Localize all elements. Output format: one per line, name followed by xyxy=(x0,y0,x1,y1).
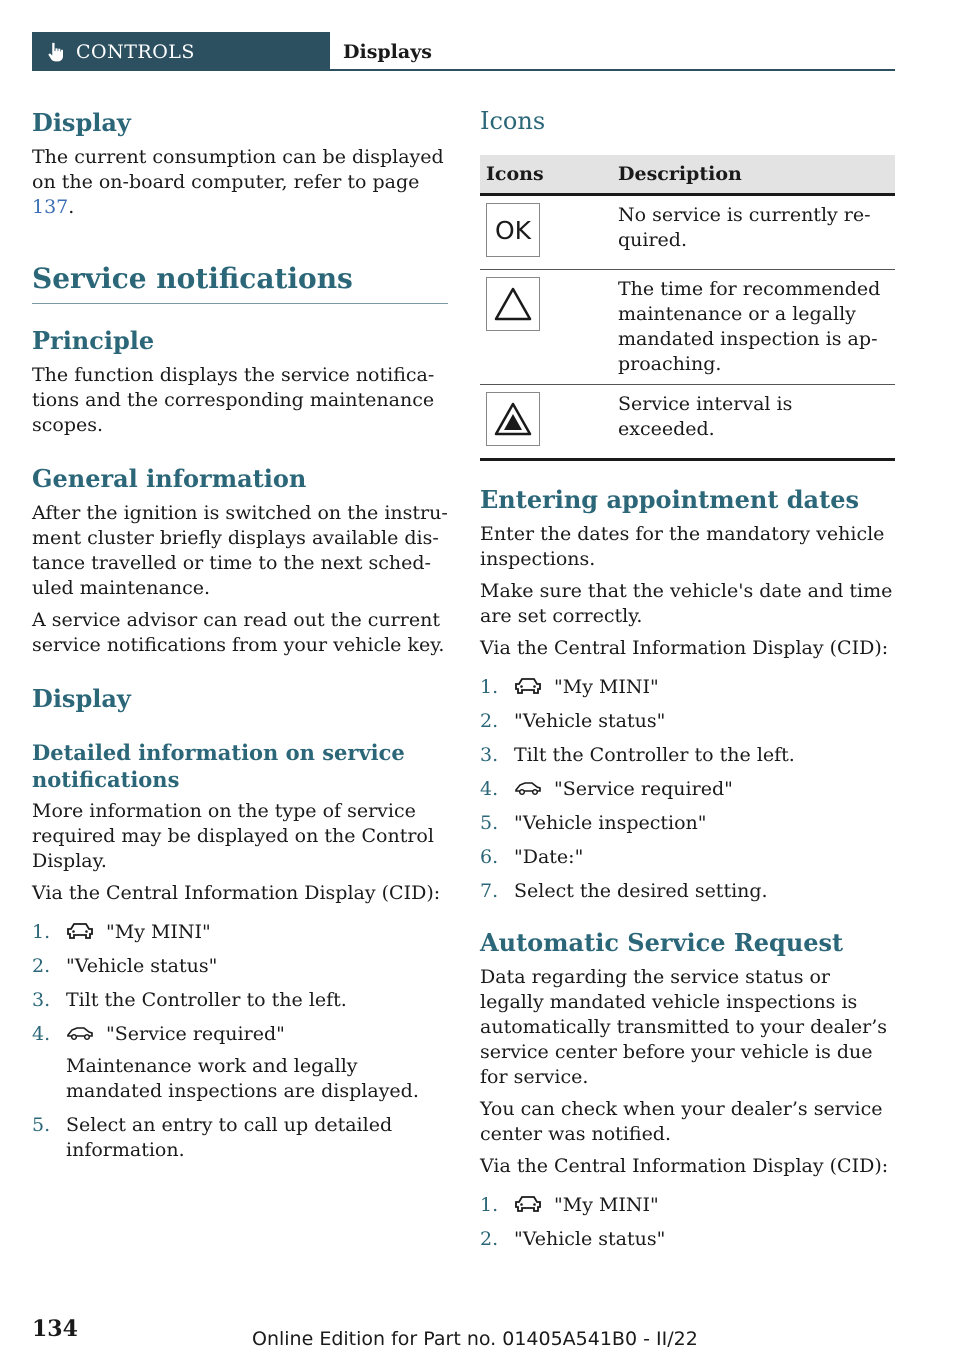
detailed-text: More information on the type of service required may be displayed on the Control Display. xyxy=(32,800,434,872)
display-text-end: . xyxy=(68,196,75,218)
description-cell: The time for recommended maintenance or a legally mandated inspection is approaching. xyxy=(612,270,895,385)
list-item: 1. "My MINI" xyxy=(480,676,659,698)
detailed-information-heading: Detailed information on service notifications xyxy=(32,740,405,792)
car-front-icon xyxy=(514,1195,542,1213)
warning-triangle-filled-icon xyxy=(486,392,540,446)
list-item: 2. "Vehicle status" xyxy=(480,1228,666,1250)
car-front-icon xyxy=(514,677,542,695)
car-service-icon xyxy=(514,779,542,797)
appointment-text-1: Enter the dates for the mandatory vehicle inspections. xyxy=(480,523,885,570)
display-text: The current consumption can be displayed on the on-board computer, refer to page xyxy=(32,146,444,193)
automatic-service-request-heading: Automatic Service Request xyxy=(480,928,844,957)
car-front-icon xyxy=(66,922,94,940)
display-paragraph xyxy=(32,145,448,220)
page-number: 134 xyxy=(32,1316,78,1342)
via-cid-text: Via the Central Information Display (CID): xyxy=(480,1155,889,1177)
list-item: 5. "Vehicle inspection" xyxy=(480,812,707,834)
page-header xyxy=(32,32,895,71)
display-heading: Display xyxy=(32,108,131,137)
service-steps-list xyxy=(32,920,448,1163)
description-cell: No service is currently required. xyxy=(612,195,895,270)
header-rule xyxy=(330,69,895,71)
list-item: 7. Select the desired setting. xyxy=(480,880,768,902)
list-item: 3. Tilt the Controller to the left. xyxy=(32,989,347,1011)
list-item: 4. "Service required" xyxy=(480,778,733,800)
pointing-hand-icon xyxy=(44,41,66,63)
table-header-description: Description xyxy=(612,155,895,195)
list-item: 4. "Service required" Maintenance work and legally mandated inspections are displayed. xyxy=(32,1022,448,1104)
left-column xyxy=(32,105,448,1163)
section-title: Displays xyxy=(343,40,432,63)
chapter-tab xyxy=(32,32,330,71)
chapter-title: CONTROLS xyxy=(76,40,195,63)
asr-text-1: Data regarding the service status or legally mandated vehicle inspections is automatically transmitted to your dealer’s service center before your vehicle is due for service. xyxy=(480,966,888,1088)
warning-triangle-icon xyxy=(486,277,540,331)
list-item: 6. "Date:" xyxy=(480,846,584,868)
list-item: 5. Select an entry to call up detailed information. xyxy=(32,1114,393,1161)
table-row xyxy=(480,385,895,460)
list-item: 3. Tilt the Controller to the left. xyxy=(480,744,795,766)
appointment-steps-list xyxy=(480,675,896,904)
table-header-icons: Icons xyxy=(480,155,612,195)
via-cid-text: Via the Central Information Display (CID): xyxy=(32,882,441,904)
general-text-2: A service advisor can read out the current service notifications from your vehicle key. xyxy=(32,609,445,656)
appointment-heading: Entering appointment dates xyxy=(480,485,859,514)
list-item: 1. "My MINI" xyxy=(32,921,211,943)
page-link[interactable]: 137 xyxy=(32,196,69,218)
asr-text-2: You can check when your dealer’s service center was notified. xyxy=(480,1098,883,1145)
principle-text: The function displays the service notifications and the corresponding maintenance scopes. xyxy=(32,364,435,436)
edition-footer: Online Edition for Part no. 01405A541B0 - II/22 xyxy=(252,1328,698,1350)
ok-icon: OK xyxy=(486,203,540,257)
principle-heading: Principle xyxy=(32,326,155,355)
display-subheading: Display xyxy=(32,684,131,713)
table-row xyxy=(480,270,895,385)
asr-steps-list xyxy=(480,1193,896,1252)
car-service-icon xyxy=(66,1024,94,1042)
service-notifications-heading: Service notifications xyxy=(32,262,448,304)
right-column xyxy=(480,105,896,1252)
general-information-heading: General information xyxy=(32,464,307,493)
table-row xyxy=(480,195,895,270)
appointment-text-2: Make sure that the vehicle's date and time are set correctly. xyxy=(480,580,893,627)
general-text-1: After the ignition is switched on the instrument cluster briefly displays available distance travelled or time to the next scheduled maintenance. xyxy=(32,502,448,599)
list-item: 2. "Vehicle status" xyxy=(480,710,666,732)
icons-table xyxy=(480,155,895,461)
step-note: Maintenance work and legally mandated inspections are displayed. xyxy=(66,1055,419,1102)
description-cell: Service interval is exceeded. xyxy=(612,385,895,460)
list-item: 1. "My MINI" xyxy=(480,1194,659,1216)
list-item: 2. "Vehicle status" xyxy=(32,955,218,977)
via-cid-text: Via the Central Information Display (CID): xyxy=(480,637,889,659)
icons-heading: Icons xyxy=(480,107,546,135)
